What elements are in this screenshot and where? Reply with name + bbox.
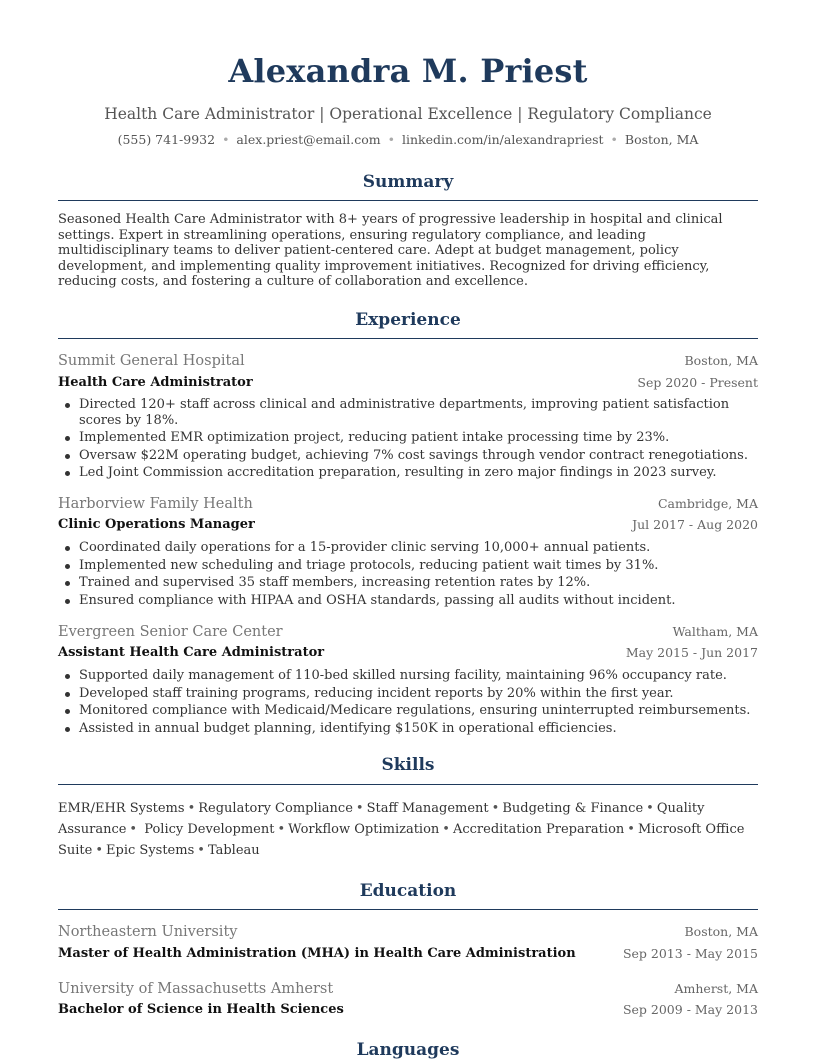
skill-item: Quality Assurance bbox=[58, 801, 705, 837]
education-location: Amherst, MA bbox=[674, 981, 758, 996]
skill-separator: • bbox=[627, 822, 635, 837]
skill-item: Regulatory Compliance bbox=[198, 801, 353, 816]
bullet-item: Directed 120+ staff across clinical and administrative departments, improving patient satisfaction scores by 18%. bbox=[58, 397, 758, 428]
skill-item: Workflow Optimization bbox=[288, 822, 440, 837]
section-title-skills: Skills bbox=[381, 755, 435, 775]
section-divider bbox=[58, 909, 758, 910]
section-divider bbox=[58, 784, 758, 785]
job-header bbox=[58, 624, 758, 642]
headline: Health Care Administrator | Operational Excellence | Regulatory Compliance bbox=[104, 105, 712, 123]
education-degree: Master of Health Administration (MHA) in Health Care Administration bbox=[58, 946, 576, 961]
job-dates: Jul 2017 - Aug 2020 bbox=[632, 517, 758, 532]
contact-separator: • bbox=[387, 132, 396, 147]
job-bullets bbox=[58, 540, 758, 610]
education-degree-row bbox=[58, 1002, 758, 1020]
bullet-item: Ensured compliance with HIPAA and OSHA standards, passing all audits without incident. bbox=[58, 593, 758, 609]
bullet-item: Trained and supervised 35 staff members, increasing retention rates by 12%. bbox=[58, 575, 758, 591]
job-role-row bbox=[58, 375, 758, 393]
skill-item: Microsoft Office Suite bbox=[58, 822, 745, 858]
skill-separator: • bbox=[187, 801, 196, 816]
skill-separator: • bbox=[646, 801, 654, 816]
job-title: Health Care Administrator bbox=[58, 375, 253, 390]
summary-text: Seasoned Health Care Administrator with 8+ years of progressive leadership in hospital and clinical settings. Expert in streamlining operations, ensuring regulatory compliance, and leading multidisciplinary teams to deliver patient-centered care. Adept at budget management, policy development, and implementing quality improvement initiatives. Recognized for driving efficiency, reducing costs, and fostering a culture of collaboration and excellence. bbox=[58, 212, 723, 289]
bullet-item: Assisted in annual budget planning, identifying $150K in operational efficiencies. bbox=[58, 721, 758, 737]
contact-linkedin[interactable]: linkedin.com/in/alexandrapriest bbox=[402, 132, 604, 147]
education-degree: Bachelor of Science in Health Sciences bbox=[58, 1002, 344, 1017]
bullet-item: Developed staff training programs, reducing incident reports by 20% within the first year. bbox=[58, 686, 758, 702]
skill-separator: • bbox=[442, 822, 450, 837]
section-title-summary: Summary bbox=[362, 172, 454, 192]
education-location: Boston, MA bbox=[684, 924, 758, 939]
candidate-name: Alexandra M. Priest bbox=[228, 52, 588, 90]
skill-item: Accreditation Preparation bbox=[452, 822, 625, 837]
skill-separator: • bbox=[95, 843, 104, 858]
bullet-item: Led Joint Commission accreditation preparation, resulting in zero major findings in 2023 survey. bbox=[58, 465, 758, 481]
contact-phone: (555) 741-9932 bbox=[117, 132, 216, 147]
skill-separator: • bbox=[129, 822, 138, 837]
job-dates: May 2015 - Jun 2017 bbox=[625, 645, 758, 660]
job-role-row bbox=[58, 645, 758, 663]
job-location: Waltham, MA bbox=[672, 624, 758, 639]
skill-separator: • bbox=[491, 801, 500, 816]
contact-separator: • bbox=[222, 132, 230, 147]
job-title: Assistant Health Care Administrator bbox=[58, 645, 325, 660]
skill-item: EMR/EHR Systems bbox=[58, 801, 185, 816]
section-title-experience: Experience bbox=[355, 310, 461, 330]
job-bullets bbox=[58, 397, 758, 483]
skill-item: Staff Management bbox=[366, 801, 489, 816]
job-location: Cambridge, MA bbox=[657, 496, 758, 511]
job-role-row bbox=[58, 517, 758, 535]
education-dates: Sep 2013 - May 2015 bbox=[622, 946, 758, 961]
section-divider bbox=[58, 200, 758, 201]
job-location: Boston, MA bbox=[684, 353, 758, 368]
job-organization: Evergreen Senior Care Center bbox=[58, 624, 283, 640]
skill-separator: • bbox=[355, 801, 364, 816]
bullet-item: Implemented new scheduling and triage protocols, reducing patient wait times by 31%. bbox=[58, 558, 758, 574]
education-dates: Sep 2009 - May 2013 bbox=[622, 1002, 758, 1017]
skill-separator: • bbox=[277, 822, 286, 837]
section-title-languages: Languages bbox=[356, 1040, 460, 1060]
section-divider bbox=[58, 338, 758, 339]
contact-line bbox=[0, 132, 816, 147]
bullet-item: Monitored compliance with Medicaid/Medicare regulations, ensuring uninterrupted reimbursements. bbox=[58, 703, 758, 719]
education-header bbox=[58, 981, 758, 999]
skill-separator: • bbox=[197, 843, 205, 858]
job-header bbox=[58, 496, 758, 514]
bullet-item: Oversaw $22M operating budget, achieving 7% cost savings through vendor contract renegotiations. bbox=[58, 448, 758, 464]
skill-item: Epic Systems bbox=[106, 843, 195, 858]
bullet-item: Implemented EMR optimization project, reducing patient intake processing time by 23%. bbox=[58, 430, 758, 446]
job-dates: Sep 2020 - Present bbox=[637, 375, 758, 390]
education-header bbox=[58, 924, 758, 942]
job-organization: Summit General Hospital bbox=[58, 353, 245, 369]
bullet-item: Supported daily management of 110-bed skilled nursing facility, maintaining 96% occupancy rate. bbox=[58, 668, 758, 684]
job-title: Clinic Operations Manager bbox=[58, 517, 255, 532]
skill-item: Tableau bbox=[207, 843, 260, 858]
skill-item: Policy Development bbox=[144, 822, 275, 837]
job-bullets bbox=[58, 668, 758, 738]
education-degree-row bbox=[58, 946, 758, 964]
job-header bbox=[58, 353, 758, 371]
skills-list bbox=[58, 798, 758, 861]
skill-item: Budgeting & Finance bbox=[502, 801, 644, 816]
section-title-education: Education bbox=[359, 881, 457, 901]
contact-location: Boston, MA bbox=[624, 132, 699, 147]
education-school: Northeastern University bbox=[58, 924, 238, 940]
contact-separator: • bbox=[610, 132, 618, 147]
contact-email[interactable]: alex.priest@email.com bbox=[236, 132, 381, 147]
education-school: University of Massachusetts Amherst bbox=[58, 981, 334, 997]
bullet-item: Coordinated daily operations for a 15-provider clinic serving 10,000+ annual patients. bbox=[58, 540, 758, 556]
job-organization: Harborview Family Health bbox=[58, 496, 253, 512]
